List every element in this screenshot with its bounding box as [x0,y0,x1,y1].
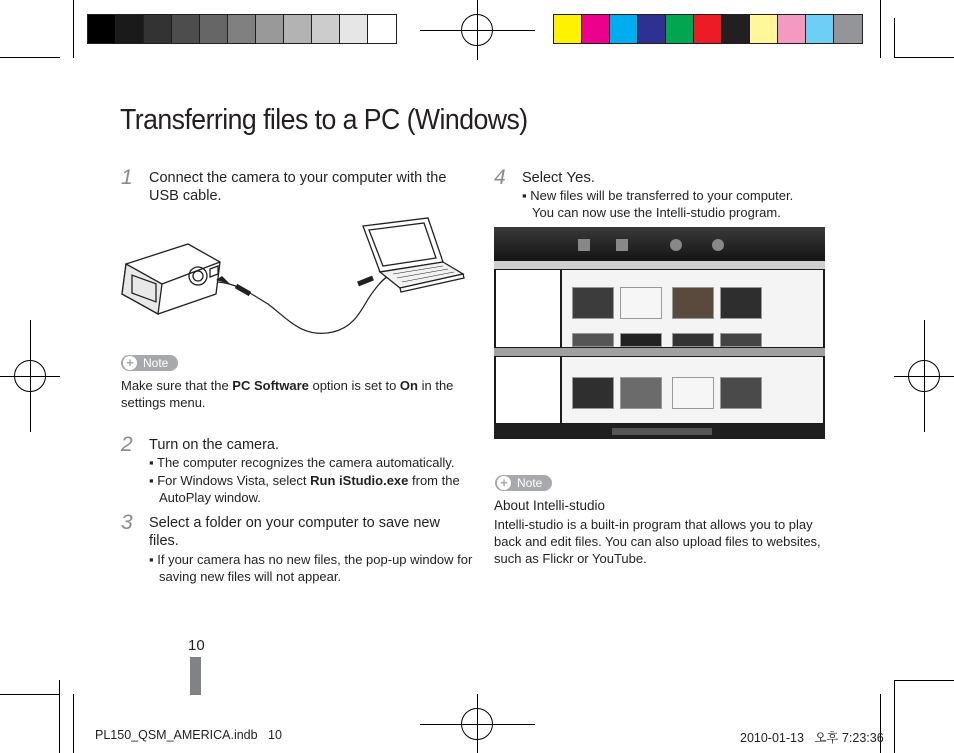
gray-swatch-9 [312,15,340,43]
camera-laptop-illustration [118,214,468,342]
gray-swatch-2 [116,15,144,43]
color-swatch-1 [554,15,582,43]
gray-swatch-10 [340,15,368,43]
gray-swatch-11 [368,15,396,43]
gray-swatch-bar [87,14,397,44]
gray-swatch-1 [88,15,116,43]
camera-icon [122,244,220,314]
footer-file-info: PL150_QSM_AMERICA.indb 10 [95,728,282,742]
step-1-text: Connect the camera to your computer with the USB cable. [149,170,447,204]
step-3-text: Select a folder on your computer to save new files. [149,515,440,549]
gray-swatch-7 [256,15,284,43]
crop-mark-tr-h [894,57,954,58]
step-2-bullet-1-text: The computer recognizes the camera automatically. [157,455,455,470]
crop-mark-tr-v [880,0,881,58]
footer-timestamp: 2010-01-13 오후 7:23:36 [740,731,884,745]
note-label: Note [143,356,169,370]
step-2-bullet-2-bold: Run iStudio.exe [310,473,409,488]
note-1-text-c: in the settings menu. [121,378,454,410]
step-3-bullet-1-text: If your camera has no new files, the pop-up window for saving new files will not appear. [157,552,473,584]
crop-mark-bl-v [73,694,74,753]
color-swatch-bar [553,14,863,44]
color-swatch-6 [694,15,722,43]
step-3-bullet-1: ▪ If your camera has no new files, the pop-up window for saving new files will not appear. [149,552,473,584]
note-1-bold-pc-software: PC Software [232,378,309,393]
step-2-bullet-2-text-a: For Windows Vista, select [157,473,311,488]
note-label: Note [517,476,543,490]
page-tab-bar [190,657,201,695]
color-swatch-3 [610,15,638,43]
crop-mark-br-v2 [894,680,895,753]
note-2-text: Intelli-studio is a built-in program that allows you to play back and edit files. You can also upload files to websites, such as Flickr or YouTube. [494,517,821,566]
page-title: Transferring files to a PC (Windows) [120,104,528,136]
crop-mark-tr-v2 [894,18,895,58]
note-1-text-b: option is set to [308,378,400,393]
step-4-bullet-1-text: New files will be transferred to your computer. [530,188,794,203]
step-4-bold-yes: Yes [566,169,591,186]
step-1-number: 1 [121,166,133,189]
color-swatch-5 [666,15,694,43]
step-4-text [522,169,822,187]
step-4-text-b: . [590,170,595,186]
gray-swatch-3 [144,15,172,43]
color-swatch-7 [722,15,750,43]
color-swatch-2 [582,15,610,43]
note-1-text [121,377,461,411]
intelli-studio-screenshot [494,227,825,439]
step-2-bullet-2: ▪ For Windows Vista, select Run iStudio.exe from the AutoPlay window. [149,473,460,505]
step-2-number: 2 [121,433,133,456]
crop-mark-br-h [894,680,954,681]
plus-icon: + [123,356,137,370]
crop-mark-bl-v2 [59,680,60,753]
step-2-bullet-2-text-b: from the AutoPlay window. [159,473,460,505]
note-1-bold-on: On [399,378,418,393]
plus-icon: + [497,476,511,490]
crop-mark-tl-h [0,57,60,58]
laptop-icon [363,218,464,292]
color-swatch-8 [750,15,778,43]
color-swatch-10 [806,15,834,43]
crop-mark-tl-v [73,0,74,58]
step-4-bullet-1: ▪ New files will be transferred to your computer. [522,188,794,203]
crop-mark-bl-h [0,694,60,695]
note-badge-2 [495,475,552,491]
step-4-number: 4 [494,166,506,189]
gray-swatch-6 [228,15,256,43]
note-badge-1 [121,355,178,371]
step-2-bullet-1: ▪ The computer recognizes the camera automatically. [149,455,455,470]
step-4-bullet-2: You can now use the Intelli-studio program. [532,205,781,220]
step-3-number: 3 [121,511,133,534]
color-swatch-11 [834,15,862,43]
step-2-text: Turn on the camera. [149,437,280,453]
color-swatch-4 [638,15,666,43]
note-2-heading: About Intelli-studio [494,498,606,513]
step-4-text-a: Select [522,170,567,186]
gray-swatch-8 [284,15,312,43]
note-1-text-a: Make sure that the [121,378,233,393]
gray-swatch-5 [200,15,228,43]
page-number: 10 [188,637,205,654]
gray-swatch-4 [172,15,200,43]
color-swatch-9 [778,15,806,43]
